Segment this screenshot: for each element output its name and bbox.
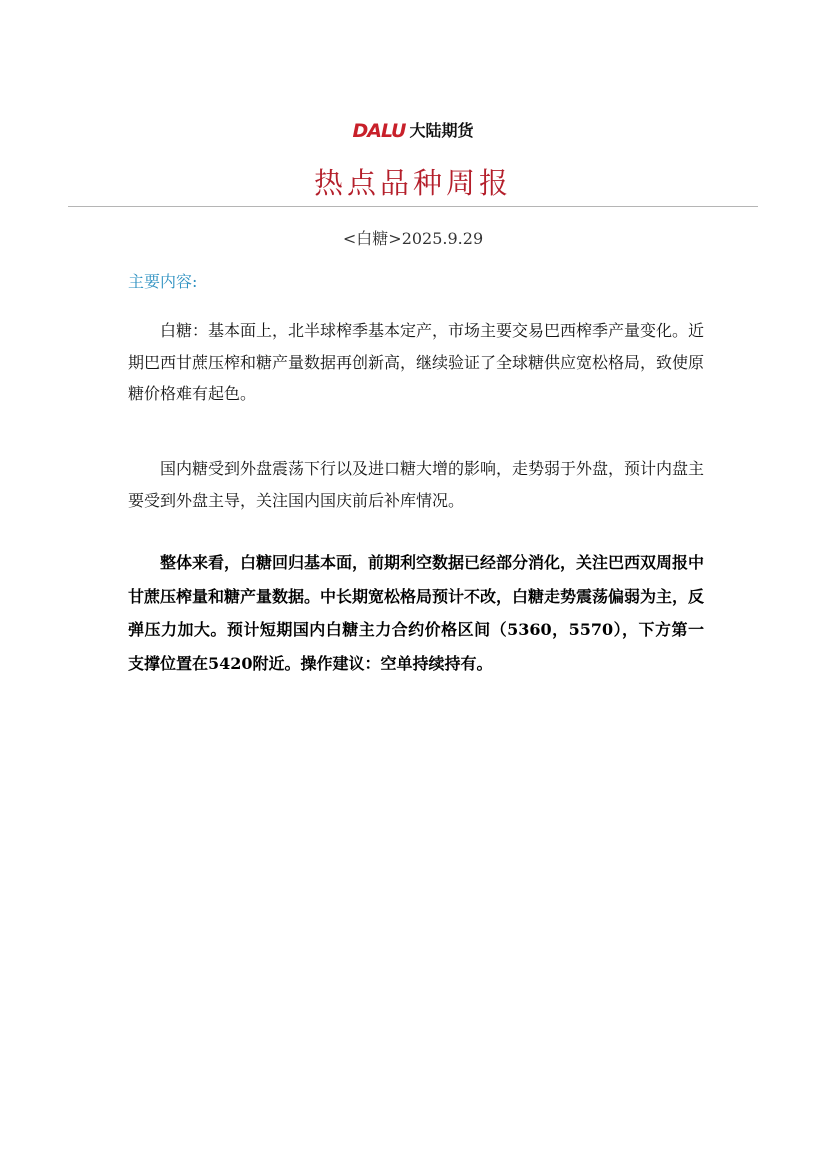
paragraph-fundamentals: 白糖：基本面上，北半球榨季基本定产，市场主要交易巴西榨季产量变化。近期巴西甘蔗压榨和糖产量数据再创新高，继续验证了全球糖供应宽松格局，致使原糖价格难有起色。 bbox=[128, 321, 705, 403]
title-divider bbox=[68, 206, 758, 207]
paragraph-domestic: 国内糖受到外盘震荡下行以及进口糖大增的影响，走势弱于外盘，预计内盘主要受到外盘主导，关注国内国庆前后补库情况。 bbox=[128, 459, 705, 510]
logo-name: 大陆期货 bbox=[409, 121, 474, 140]
paragraph-summary: 整体来看，白糖回归基本面，前期利空数据已经部分消化，关注巴西双周报中甘蔗压榨量和糖产量数据。中长期宽松格局预计不改，白糖走势震荡偏弱为主，反弹压力加大。预计短期国内白糖主力合约价格区间（5360，5570），下方第一支撑位置在5420附近。操作建议：空单持续持有。 bbox=[128, 553, 705, 673]
company-logo bbox=[0, 120, 826, 142]
logo-mark: DALU bbox=[352, 120, 406, 142]
report-title: 热点品种周报 bbox=[313, 166, 512, 200]
section-heading: 主要内容: bbox=[128, 272, 198, 291]
report-date: <白糖>2025.9.29 bbox=[342, 229, 484, 248]
